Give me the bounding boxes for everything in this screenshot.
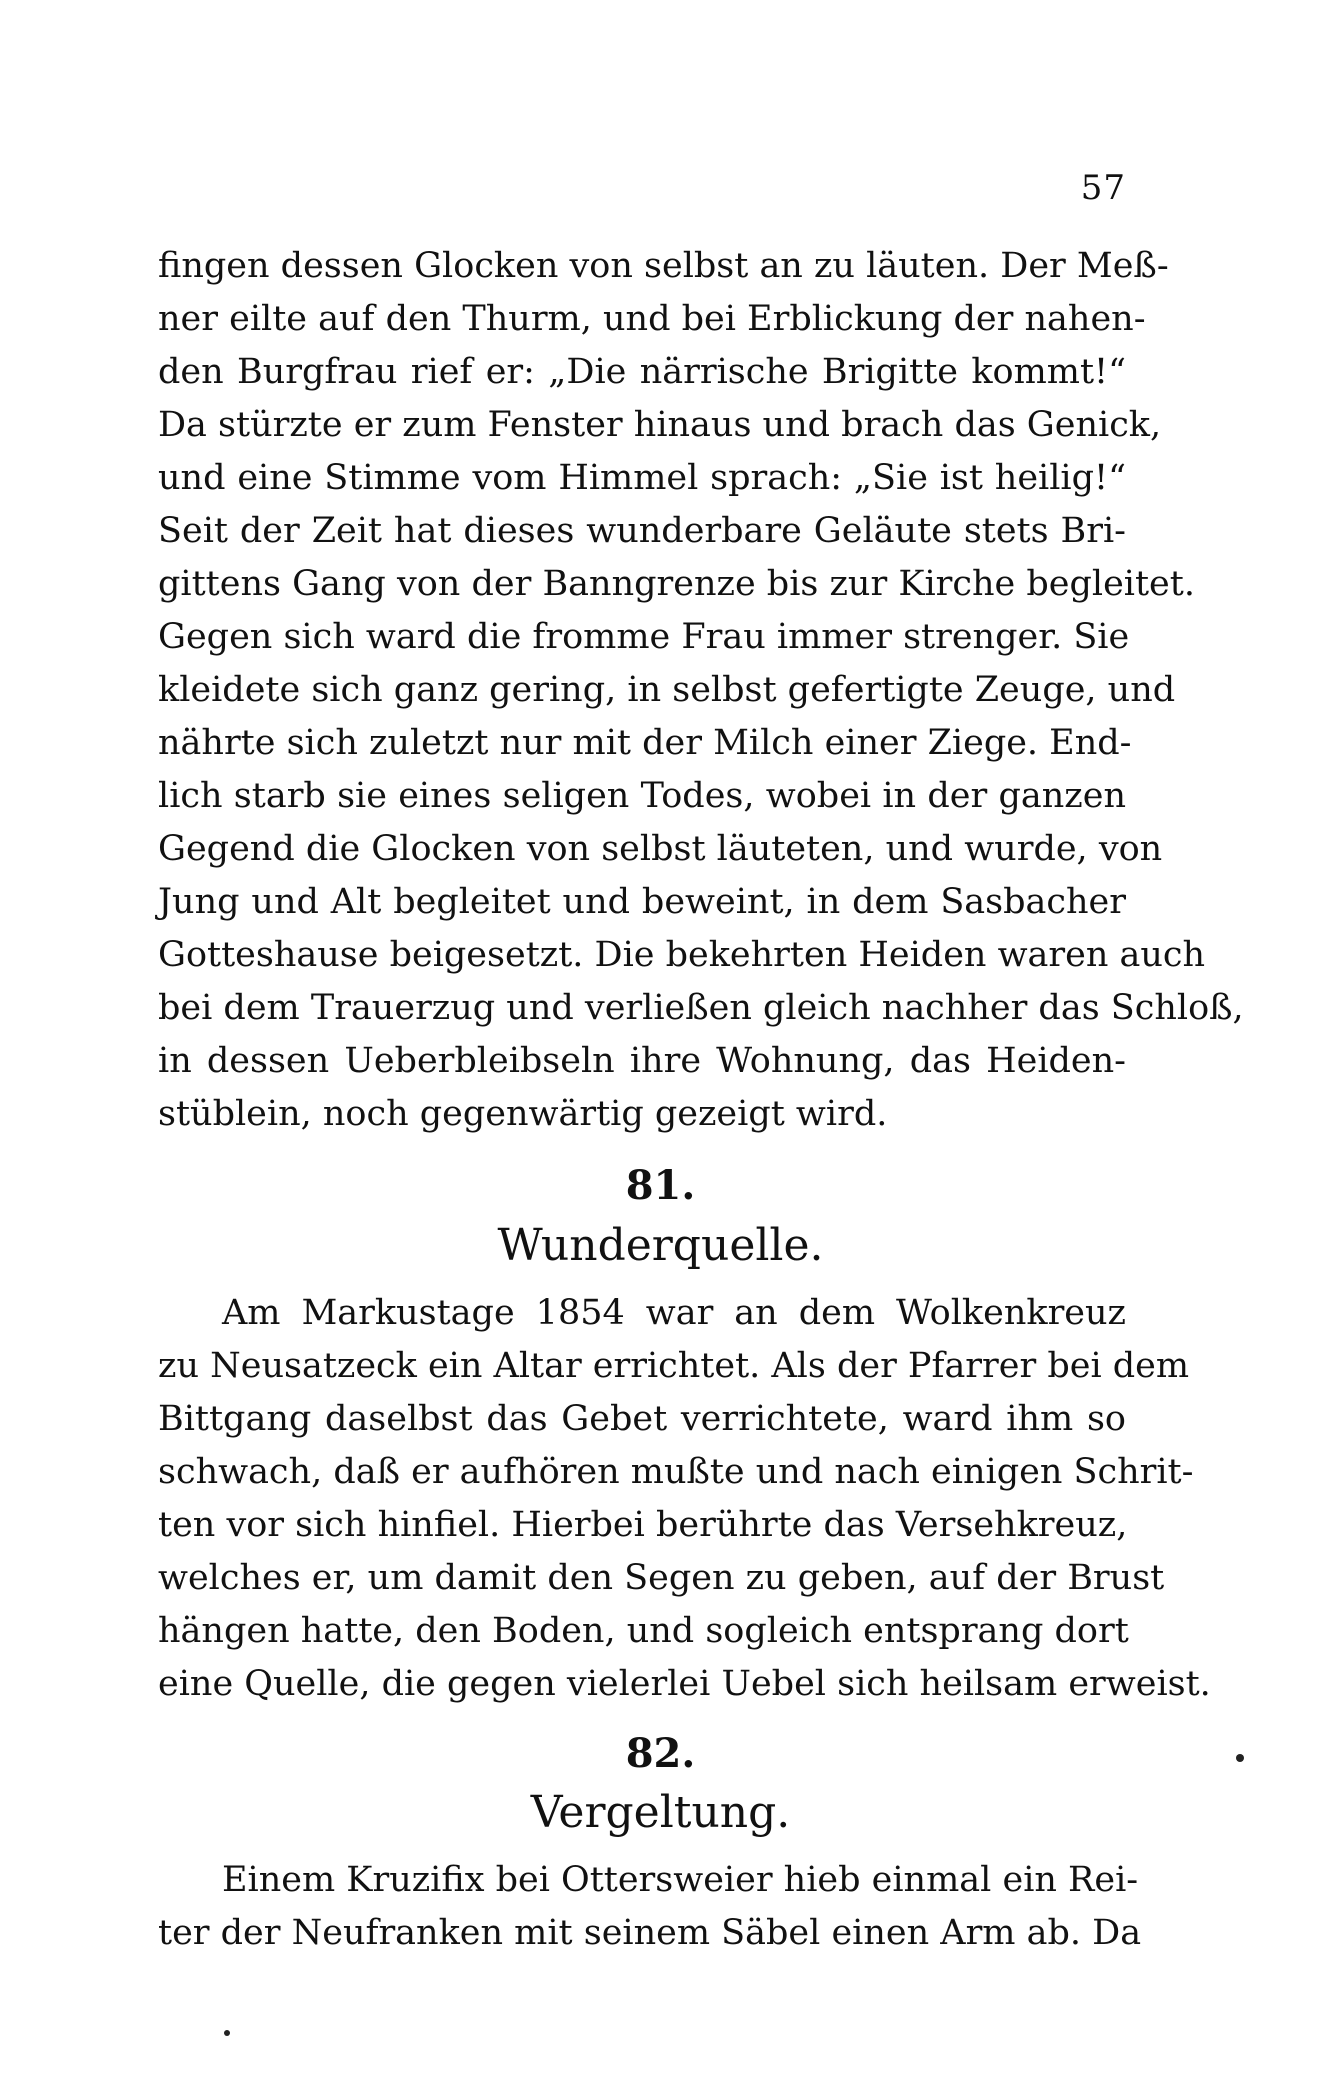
page-number: 57 bbox=[1080, 168, 1126, 208]
text-line: den Burgfrau rief er: „Die närrische Brigitte kommt!“ bbox=[158, 352, 1126, 392]
section-number-81: 81. bbox=[625, 1162, 696, 1209]
text-line: nährte sich zuletzt nur mit der Milch einer Ziege. End- bbox=[158, 723, 1132, 763]
text-line: bei dem Trauerzug und verließen gleich nachher das Schloß, bbox=[158, 988, 1244, 1028]
text-line: Jung und Alt begleitet und beweint, in dem Sasbacher bbox=[158, 882, 1126, 922]
text-line: eine Quelle, die gegen vielerlei Uebel sich heilsam erweist. bbox=[158, 1664, 1211, 1704]
text-line: ter der Neufranken mit seinem Säbel einen Arm ab. Da bbox=[158, 1913, 1142, 1953]
text-line: schwach, daß er aufhören mußte und nach einigen Schrit- bbox=[158, 1452, 1194, 1492]
text-line: welches er, um damit den Segen zu geben, auf der Brust bbox=[158, 1558, 1165, 1598]
text-line: Gegen sich ward die fromme Frau immer strenger. Sie bbox=[158, 617, 1130, 657]
text-line: Da stürzte er zum Fenster hinaus und brach das Genick, bbox=[158, 405, 1162, 445]
print-speck bbox=[224, 2030, 230, 2036]
section-title-81: Wunderquelle. bbox=[497, 1220, 824, 1271]
text-line: Gotteshause beigesetzt. Die bekehrten Heiden waren auch bbox=[158, 935, 1206, 975]
text-line: Bittgang daselbst das Gebet verrichtete, ward ihm so bbox=[158, 1399, 1126, 1439]
text-line: und eine Stimme vom Himmel sprach: „Sie ist heilig!“ bbox=[158, 458, 1126, 498]
text-line: hängen hatte, den Boden, und sogleich entsprang dort bbox=[158, 1611, 1129, 1651]
text-line: Am Markustage 1854 war an dem Wolkenkreuz bbox=[222, 1293, 1126, 1333]
text-line: Seit der Zeit hat dieses wunderbare Geläute stets Bri- bbox=[158, 511, 1126, 551]
text-line: ten vor sich hinfiel. Hierbei berührte das Versehkreuz, bbox=[158, 1505, 1128, 1545]
text-line: gittens Gang von der Banngrenze bis zur Kirche begleitet. bbox=[158, 564, 1195, 604]
section-title-82: Vergeltung. bbox=[530, 1787, 791, 1838]
text-line: fingen dessen Glocken von selbst an zu läuten. Der Meß- bbox=[158, 246, 1169, 286]
text-line: in dessen Ueberbleibseln ihre Wohnung, das Heiden- bbox=[158, 1041, 1126, 1081]
text-line: Einem Kruzifix bei Ottersweier hieb einmal ein Rei- bbox=[222, 1860, 1139, 1900]
print-speck bbox=[1236, 1754, 1244, 1762]
text-line: stüblein, noch gegenwärtig gezeigt wird. bbox=[158, 1094, 888, 1134]
section-number-82: 82. bbox=[625, 1730, 696, 1777]
text-line: lich starb sie eines seligen Todes, wobei in der ganzen bbox=[158, 776, 1126, 816]
text-line: ner eilte auf den Thurm, und bei Erblickung der nahen- bbox=[158, 299, 1146, 339]
text-line: zu Neusatzeck ein Altar errichtet. Als der Pfarrer bei dem bbox=[158, 1346, 1190, 1386]
text-line: Gegend die Glocken von selbst läuteten, und wurde, von bbox=[158, 829, 1163, 869]
text-line: kleidete sich ganz gering, in selbst gefertigte Zeuge, und bbox=[158, 670, 1176, 710]
